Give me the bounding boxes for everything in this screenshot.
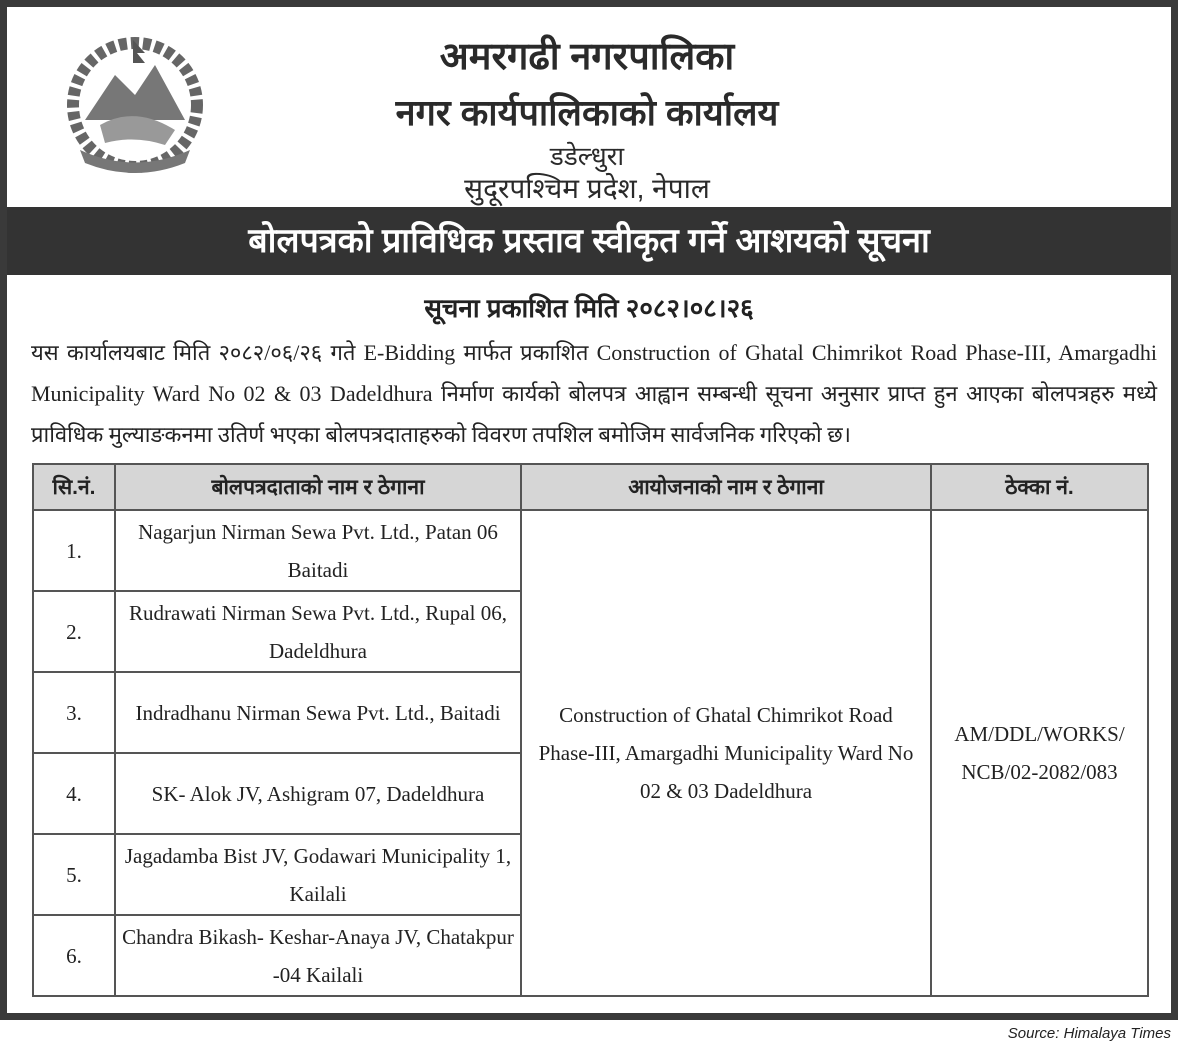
header-sn: सि.नं. xyxy=(33,464,115,510)
nepal-emblem-icon xyxy=(55,35,215,175)
project-cell: Construction of Ghatal Chimrikot Road Phase-III, Amargadhi Municipality Ward No 02 & 03 Dadeldhura xyxy=(521,510,931,996)
row-bidder: Chandra Bikash- Keshar-Anaya JV, Chatakpur -04 Kailali xyxy=(115,915,521,996)
header-contract: ठेक्का नं. xyxy=(931,464,1148,510)
row-sn: 2. xyxy=(33,591,115,672)
table-row xyxy=(33,510,1148,591)
row-bidder: SK- Alok JV, Ashigram 07, Dadeldhura xyxy=(115,753,521,834)
row-sn: 1. xyxy=(33,510,115,591)
source-credit: Source: Himalaya Times xyxy=(1007,1025,1171,1042)
row-bidder: Rudrawati Nirman Sewa Pvt. Ltd., Rupal 06, Dadeldhura xyxy=(115,591,521,672)
row-sn: 5. xyxy=(33,834,115,915)
table-header-row xyxy=(33,464,1148,510)
row-bidder: Jagadamba Bist JV, Godawari Municipality 1, Kailali xyxy=(115,834,521,915)
province-name: सुदूरपश्चिम प्रदेश, नेपाल xyxy=(464,173,710,204)
row-sn: 3. xyxy=(33,672,115,753)
district-name: डडेल्धुरा xyxy=(549,141,625,171)
row-bidder: Nagarjun Nirman Sewa Pvt. Ltd., Patan 06 Baitadi xyxy=(115,510,521,591)
publication-date: सूचना प्रकाशित मिति २०८२।०८।२६ xyxy=(424,293,754,323)
contract-no-cell: AM/DDL/WORKS/ NCB/02-2082/083 xyxy=(931,510,1148,996)
row-sn: 6. xyxy=(33,915,115,996)
office-name: नगर कार्यपालिकाको कार्यालय xyxy=(395,92,779,133)
row-sn: 4. xyxy=(33,753,115,834)
header-bidder: बोलपत्रदाताको नाम र ठेगाना xyxy=(115,464,521,510)
notice-title: बोलपत्रको प्राविधिक प्रस्ताव स्वीकृत गर्ने आशयको सूचना xyxy=(7,207,1171,275)
notice-paragraph: यस कार्यालयबाट मिति २०८२/०६/२६ गते E-Bidding मार्फत प्रकाशित Construction of Ghatal Chimrikot Road Phase-III, Amargadhi Municipality Ward No 02 & 03 Dadeldhura निर्माण कार्यको बोलपत्र आह्वान सम्बन्धी सूचना अनुसार प्राप्त हुन आएका बोलपत्रहरु मध्ये प्राविधिक मुल्याङकनमा उतिर्ण भएका बोलपत्रदाताहरुको विवरण तपशिल बमोजिम सार्वजनिक गरिएको छ। xyxy=(31,340,1157,447)
municipality-name: अमरगढी नगरपालिका xyxy=(439,36,735,78)
header-project: आयोजनाको नाम र ठेगाना xyxy=(521,464,931,510)
bidders-table xyxy=(32,463,1149,997)
row-bidder: Indradhanu Nirman Sewa Pvt. Ltd., Baitadi xyxy=(115,672,521,753)
